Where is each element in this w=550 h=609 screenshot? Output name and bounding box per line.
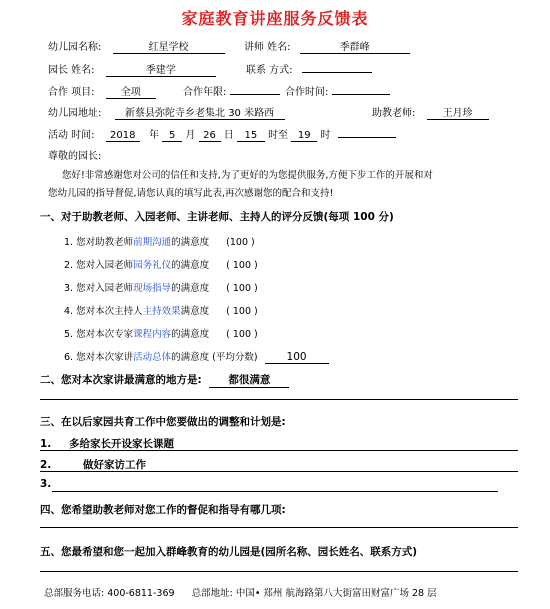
- coop-value: 全项: [106, 83, 156, 99]
- plan-item-3: [40, 478, 51, 490]
- event-time-extra-blank: [338, 137, 396, 138]
- contact-label: 联系 方式:: [246, 65, 293, 76]
- plan-item-1-text: 多给家长开设家长课题: [68, 438, 174, 450]
- rating-item-1-pre: 1. 您对助教老师: [64, 237, 134, 248]
- hour-unit: 时: [320, 130, 331, 141]
- day-unit: 日: [223, 130, 234, 141]
- rating-item-2-post: 的满意度: [171, 260, 210, 271]
- rating-item-3: [64, 280, 258, 294]
- rating-item-4-pre: 4. 您对本次主持人: [64, 306, 143, 317]
- event-time-label: 活动 时间:: [48, 130, 95, 141]
- month-unit: 月: [185, 130, 196, 141]
- year-unit: 年: [148, 130, 159, 141]
- intro-line-1: 您好!非常感谢您对公司的信任和支持,为了更好的为您提供服务,方便下步工作的开展和对: [62, 170, 433, 181]
- rating-item-1-post: 的满意度: [171, 237, 210, 248]
- section4-heading: 四、您希望助教老师对您工作的督促和指导有哪几项:: [40, 504, 286, 516]
- greeting: 尊敬的园长:: [48, 151, 102, 162]
- section5-blank-line: [40, 571, 518, 572]
- rating-item-6-score: 100: [265, 351, 329, 364]
- footer-address: 中国• 郑州 航海路第八大街富田财富广场 28 层: [235, 588, 437, 599]
- plan-item-2-text: 做好家访工作: [82, 459, 146, 471]
- contact-value: [302, 72, 372, 73]
- section1-heading: 一、对于助教老师、入园老师、主讲老师、主持人的评分反馈(每项 100 分): [40, 211, 394, 223]
- intro-line-2: 您幼儿园的指导督促,请您认真的填写此表,再次感谢您的配合和支持!: [48, 188, 334, 199]
- section4-blank-line: [40, 527, 518, 528]
- plan-item-3-num: 3.: [40, 478, 52, 490]
- rating-item-1-key: 前期沟通: [133, 237, 172, 248]
- rating-item-2: [64, 257, 258, 271]
- section2-heading: 二、您对本次家讲最满意的地方是:: [40, 374, 202, 386]
- rating-item-3-pre: 3. 您对入园老师: [64, 283, 134, 294]
- coop-label: 合作 项目:: [48, 87, 95, 98]
- footer-phone: 400-6811-369: [107, 588, 175, 599]
- info-row-address: [48, 104, 285, 120]
- lecturer-label: 讲师 姓名:: [244, 42, 291, 53]
- lecturer-value: 季群峰: [300, 38, 410, 54]
- section3-heading: 三、在以后家园共育工作中您要做出的调整和计划是:: [40, 416, 286, 428]
- event-year: 2018: [106, 130, 140, 142]
- footer-phone-label: 总部服务电话:: [44, 588, 105, 599]
- to-label: 时至: [268, 130, 289, 141]
- rating-item-1-score: (100 ): [226, 237, 255, 248]
- info-row-coop: [48, 83, 156, 99]
- plan-line-2: [40, 471, 518, 472]
- rating-item-6-post: 的满意度 (平均分数): [171, 352, 258, 363]
- rating-item-6: [64, 349, 329, 364]
- info-row-coop-years: [183, 83, 280, 98]
- coop-years-label: 合作年限:: [183, 87, 227, 98]
- rating-item-2-score: ( 100 ): [226, 260, 258, 271]
- plan-line-1: [40, 450, 518, 451]
- rating-item-3-key: 现场指导: [133, 283, 172, 294]
- rating-item-2-pre: 2. 您对入园老师: [64, 260, 134, 271]
- info-row-contact: [246, 61, 372, 76]
- section2: [40, 372, 289, 388]
- rating-item-4: [64, 303, 258, 317]
- plan-item-2-num: 2.: [40, 459, 52, 471]
- rating-item-5-post: 的满意度: [171, 329, 210, 340]
- principal-value: 季建学: [106, 61, 216, 77]
- info-row-coop-time: [285, 83, 390, 98]
- event-day: 26: [199, 130, 221, 142]
- rating-item-5-pre: 5. 您对本次专家: [64, 329, 134, 340]
- coop-years-value: [230, 94, 280, 95]
- coop-time-value: [332, 94, 390, 95]
- plan-item-1-num: 1.: [40, 438, 52, 450]
- rating-item-2-key: 园务礼仪: [133, 260, 172, 271]
- address-label: 幼儿园地址:: [48, 108, 102, 119]
- rating-item-5: [64, 326, 258, 340]
- rating-item-3-post: 的满意度: [171, 283, 210, 294]
- section5-heading: 五、您最希望和您一起加入群峰教育的幼儿园是(园所名称、园长姓名、联系方式): [40, 546, 418, 558]
- rating-item-3-score: ( 100 ): [226, 283, 258, 294]
- form-title: 家庭教育讲座服务反馈表: [181, 9, 369, 28]
- rating-item-6-key: 活动总体: [133, 352, 172, 363]
- info-row-lecturer: [244, 38, 410, 54]
- section2-blank-line: [40, 399, 518, 400]
- principal-label: 园长 姓名:: [48, 65, 95, 76]
- event-month: 5: [162, 130, 182, 142]
- rating-item-4-post: 满意度: [180, 306, 210, 317]
- footer: [44, 585, 437, 599]
- assistant-value: 王月珍: [427, 104, 489, 120]
- kindergarten-label: 幼儿园名称:: [48, 42, 102, 53]
- rating-item-6-pre: 6. 您对本次家讲: [64, 352, 134, 363]
- rating-item-5-key: 课程内容: [133, 329, 172, 340]
- rating-item-4-score: ( 100 ): [226, 306, 258, 317]
- plan-line-3: [52, 491, 498, 492]
- plan-item-2: [40, 457, 146, 472]
- kindergarten-value: 红星学校: [113, 38, 225, 54]
- event-hour-start: 15: [237, 130, 265, 142]
- assistant-label: 助教老师:: [372, 108, 416, 119]
- address-value: 新蔡县弥陀寺乡老集北 30 米路西: [115, 104, 285, 120]
- info-row-event-time: [48, 126, 396, 142]
- coop-time-label: 合作时间:: [285, 87, 329, 98]
- rating-item-1: [64, 234, 255, 248]
- section2-answer: 都很满意: [209, 372, 289, 388]
- rating-item-4-key: 主持效果: [142, 306, 181, 317]
- event-hour-end: 19: [291, 130, 317, 142]
- info-row-principal: [48, 61, 216, 77]
- info-row-assistant: [372, 104, 489, 120]
- plan-item-1: [40, 436, 174, 451]
- footer-address-label: 总部地址:: [191, 588, 233, 599]
- rating-item-5-score: ( 100 ): [226, 329, 258, 340]
- info-row-kindergarten: [48, 38, 225, 54]
